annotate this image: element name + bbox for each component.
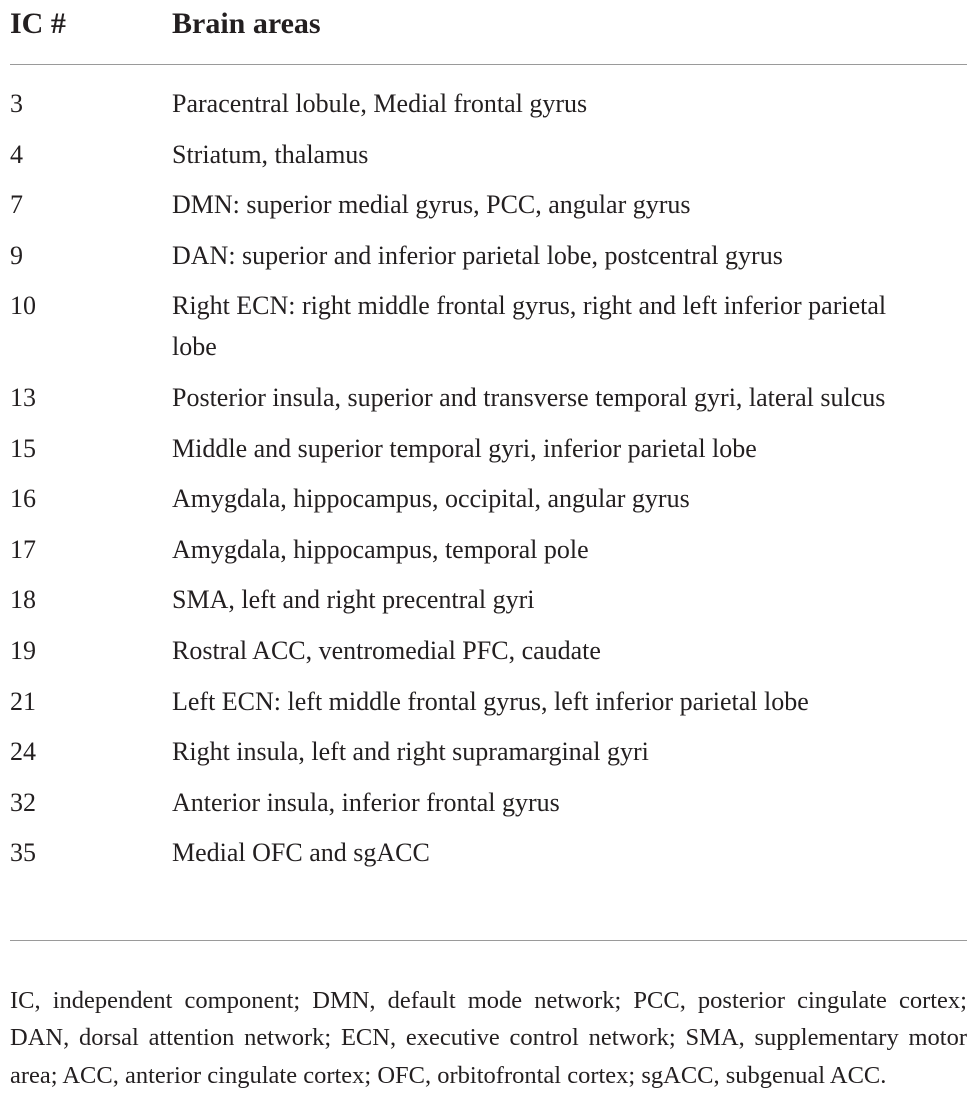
cell-ic: 24: [10, 737, 36, 767]
cell-brain-areas: Anterior insula, inferior frontal gyrus: [172, 787, 560, 817]
cell-brain-areas: Amygdala, hippocampus, temporal pole: [172, 534, 589, 564]
table-row: [10, 579, 967, 620]
cell-ic: 21: [10, 686, 36, 716]
cell-brain-areas: Rostral ACC, ventromedial PFC, caudate: [172, 635, 601, 665]
cell-ic: 16: [10, 484, 36, 514]
table-row: [10, 285, 967, 367]
table-row: [10, 782, 967, 823]
header-ic: IC #: [10, 7, 66, 40]
cell-ic: 19: [10, 635, 36, 665]
cell-brain-areas: Amygdala, hippocampus, occipital, angular gyrus: [172, 484, 690, 514]
cell-ic: 17: [10, 534, 36, 564]
table-row: [10, 529, 967, 570]
header-brain-areas: Brain areas: [172, 7, 321, 40]
table-row: [10, 428, 967, 469]
table-row: [10, 134, 967, 175]
cell-ic: 7: [10, 190, 23, 220]
cell-brain-areas: DAN: superior and inferior parietal lobe, postcentral gyrus: [172, 240, 783, 270]
table-row: [10, 478, 967, 519]
table-body: [10, 83, 967, 883]
cell-ic: 4: [10, 139, 23, 169]
table-bottom-rule: [10, 940, 967, 941]
cell-ic: 15: [10, 433, 36, 463]
cell-ic: 9: [10, 240, 23, 270]
cell-ic: 3: [10, 89, 23, 118]
cell-brain-areas: Right insula, left and right supramarginal gyri: [172, 737, 649, 767]
table-row: [10, 235, 967, 276]
cell-brain-areas: Medial OFC and sgACC: [172, 838, 430, 868]
cell-brain-areas: Posterior insula, superior and transverse temporal gyri, lateral sulcus: [172, 382, 886, 412]
table-row: [10, 83, 967, 124]
table-row: [10, 377, 967, 418]
cell-ic: 35: [10, 838, 36, 868]
cell-ic: 18: [10, 585, 36, 615]
table-row: [10, 681, 967, 722]
cell-brain-areas: Paracentral lobule, Medial frontal gyrus: [172, 89, 588, 118]
cell-brain-areas: Middle and superior temporal gyri, inferior parietal lobe: [172, 433, 757, 463]
cell-brain-areas: DMN: superior medial gyrus, PCC, angular gyrus: [172, 190, 691, 220]
table-row: [10, 832, 967, 873]
cell-ic: 32: [10, 787, 36, 817]
table-row: [10, 184, 967, 225]
cell-brain-areas: SMA, left and right precentral gyri: [172, 585, 535, 615]
cell-ic: 13: [10, 382, 36, 412]
table-header-row: [10, 0, 967, 65]
cell-brain-areas: Left ECN: left middle frontal gyrus, left inferior parietal lobe: [172, 686, 809, 716]
table-row: [10, 731, 967, 772]
table-footnote: IC, independent component; DMN, default mode network; PCC, posterior cingulate cortex; DAN, dorsal attention network; ECN, executive control network; SMA, supplementary motor area; ACC, anterior cingulate cortex; OFC, orbitofrontal cortex; sgACC, subgenual ACC.: [10, 986, 967, 1089]
cell-brain-areas: Right ECN: right middle frontal gyrus, right and left inferior parietal lobe: [172, 291, 887, 362]
cell-brain-areas: Striatum, thalamus: [172, 139, 369, 169]
cell-ic: 10: [10, 291, 36, 321]
brain-areas-table: [10, 0, 967, 868]
table-row: [10, 630, 967, 671]
